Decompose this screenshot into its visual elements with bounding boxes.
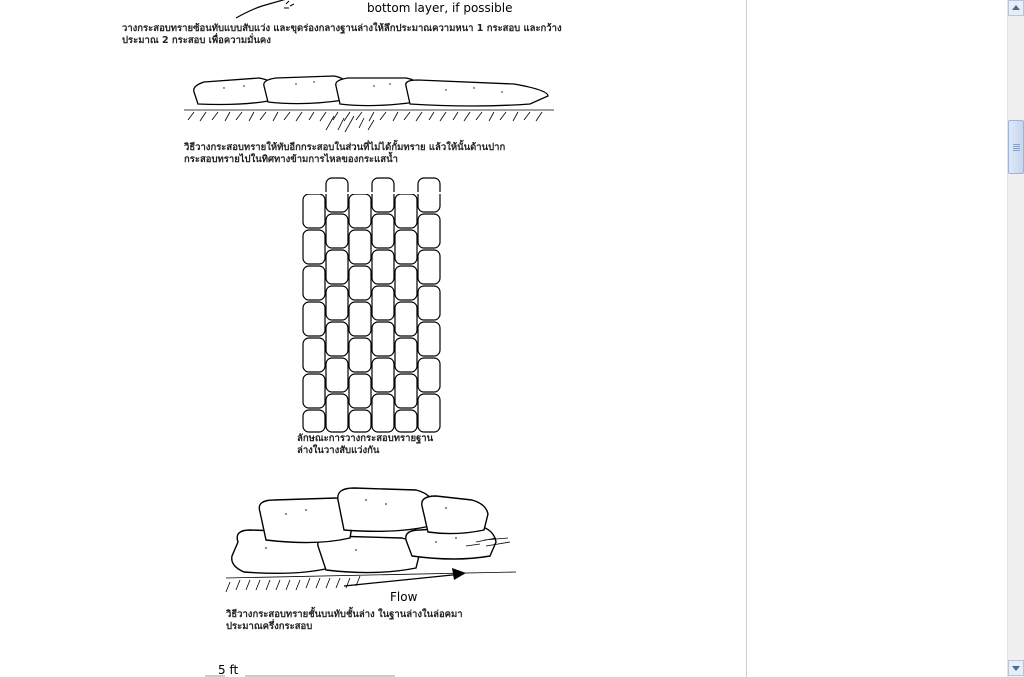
figure1-caption-line1: วางกระสอบทรายซ้อนทับแบบสับแว่ง และขุดร่องกลางฐานล่างให้ลึกประมาณความหนา 1 กระสอบ และกว้าง	[122, 23, 562, 34]
figure4-caption-line2: ประมาณครึ่งกระสอบ	[226, 621, 313, 632]
figure1-label: bottom layer, if possible	[367, 1, 513, 15]
scroll-down-button[interactable]	[1008, 660, 1024, 676]
vertical-scrollbar[interactable]	[1007, 0, 1024, 677]
scroll-up-button[interactable]	[1008, 0, 1024, 16]
figure4-stacked-sandbags-drawing	[226, 486, 526, 606]
side-panel	[747, 0, 1007, 677]
figure2-caption-line1: วิธีวางกระสอบทรายให้ทับอีกกระสอบในส่วนที่ไม่ได้กั้มทราย แล้วให้นั้นด้านปาก	[184, 142, 506, 153]
chevron-down-icon	[1012, 666, 1020, 671]
chevron-up-icon	[1012, 5, 1020, 10]
figure5-drawing	[205, 667, 405, 677]
figure4-flow-label: Flow	[390, 590, 418, 604]
scroll-thumb[interactable]	[1008, 120, 1024, 174]
figure5-label: 5 ft	[218, 663, 239, 677]
figure2-caption-line2: กระสอบทรายไปในทิศทางข้ามการไหลของกระแสน้ำ	[184, 154, 398, 165]
figure2-sandbag-overlap-drawing	[184, 72, 564, 142]
figure1-caption-line2: ประมาณ 2 กระสอบ เพื่อความมั่นคง	[122, 35, 271, 46]
figure3-caption-line1: ลักษณะการวางกระสอบทรายฐาน	[297, 433, 434, 444]
figure3-staggered-layout-drawing	[300, 192, 446, 432]
figure3-caption-line2: ล่างในวางสับแว่งกัน	[297, 445, 380, 456]
figure4-caption-line1: วิธีวางกระสอบทรายชั้นบนทับชั้นล่าง ในฐานล่างในล่อคมา	[226, 609, 463, 620]
